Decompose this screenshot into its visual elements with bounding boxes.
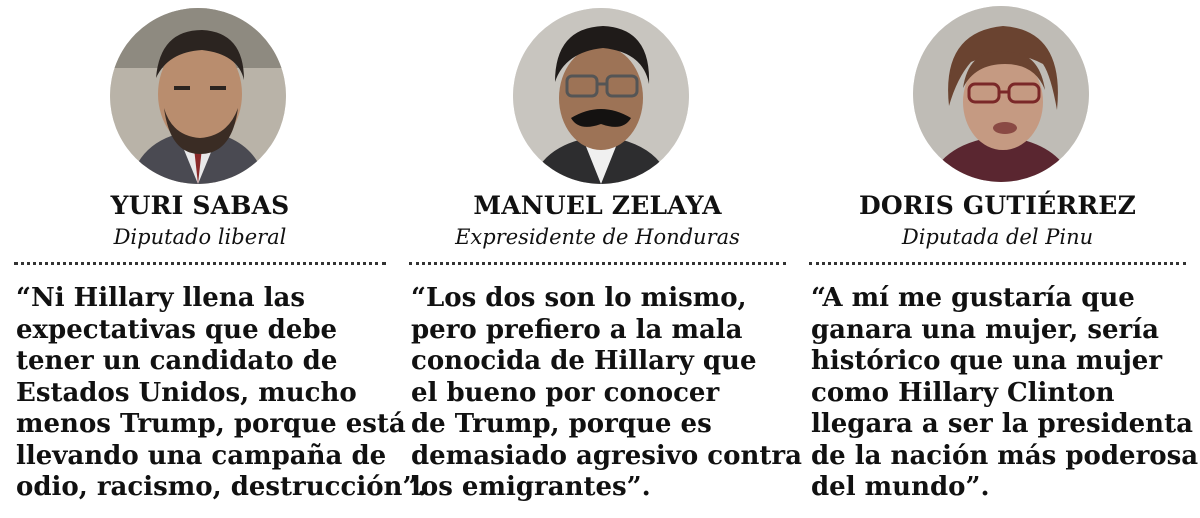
portrait-photo-manuel-zelaya	[513, 8, 689, 184]
person-name: YURI SABAS	[110, 191, 290, 220]
person-quote	[411, 283, 802, 504]
quote-line: el bueno por conocer	[411, 377, 720, 408]
quote-line: de Trump, porque es	[411, 409, 712, 439]
dotted-divider	[409, 262, 786, 265]
person-card-doris-gutierrez	[805, 0, 1199, 518]
quote-line: conocida de Hillary que	[411, 346, 757, 376]
portrait-photo-doris-gutierrez	[913, 6, 1089, 182]
person-card-yuri-sabas	[10, 0, 427, 518]
quote-line: tener un candidato de	[16, 346, 338, 376]
quote-line: histórico que una mujer	[811, 346, 1163, 376]
quote-line: pero prefiero a la mala	[411, 314, 743, 345]
dotted-divider	[14, 262, 386, 265]
quote-line: Estados Unidos, mucho	[16, 377, 357, 408]
person-quote	[16, 283, 427, 504]
portrait-illustration	[110, 8, 286, 184]
quote-line: “A mí me gustaría que	[811, 283, 1135, 313]
portrait-illustration	[913, 6, 1089, 182]
person-role: Diputada del Pinu	[901, 225, 1094, 249]
quote-line: menos Trump, porque está	[16, 409, 406, 439]
quote-line: de la nación más poderosa	[811, 440, 1199, 471]
person-card-manuel-zelaya	[405, 0, 802, 518]
quote-line: los emigrantes”.	[411, 472, 651, 502]
quote-line: llegara a ser la presidenta	[811, 409, 1193, 439]
quote-line: ganara una mujer, sería	[811, 314, 1159, 345]
portrait-illustration	[513, 8, 689, 184]
quote-line: del mundo”.	[811, 472, 990, 502]
portrait-photo-yuri-sabas	[110, 8, 286, 184]
quote-line: odio, racismo, destrucción”.	[16, 472, 427, 502]
quote-line: demasiado agresivo contra	[411, 440, 802, 471]
person-role: Diputado liberal	[113, 225, 287, 249]
person-name: DORIS GUTIÉRREZ	[858, 191, 1137, 220]
dotted-divider	[809, 262, 1186, 265]
quote-line: expectativas que debe	[16, 314, 338, 345]
quote-line: “Los dos son lo mismo,	[411, 283, 747, 313]
quote-line: como Hillary Clinton	[811, 377, 1115, 408]
person-role: Expresidente de Honduras	[455, 225, 740, 249]
person-quote	[811, 283, 1199, 504]
person-name: MANUEL ZELAYA	[473, 191, 722, 220]
quote-line: “Ni Hillary llena las	[16, 283, 306, 313]
quote-line: llevando una campaña de	[16, 440, 387, 471]
